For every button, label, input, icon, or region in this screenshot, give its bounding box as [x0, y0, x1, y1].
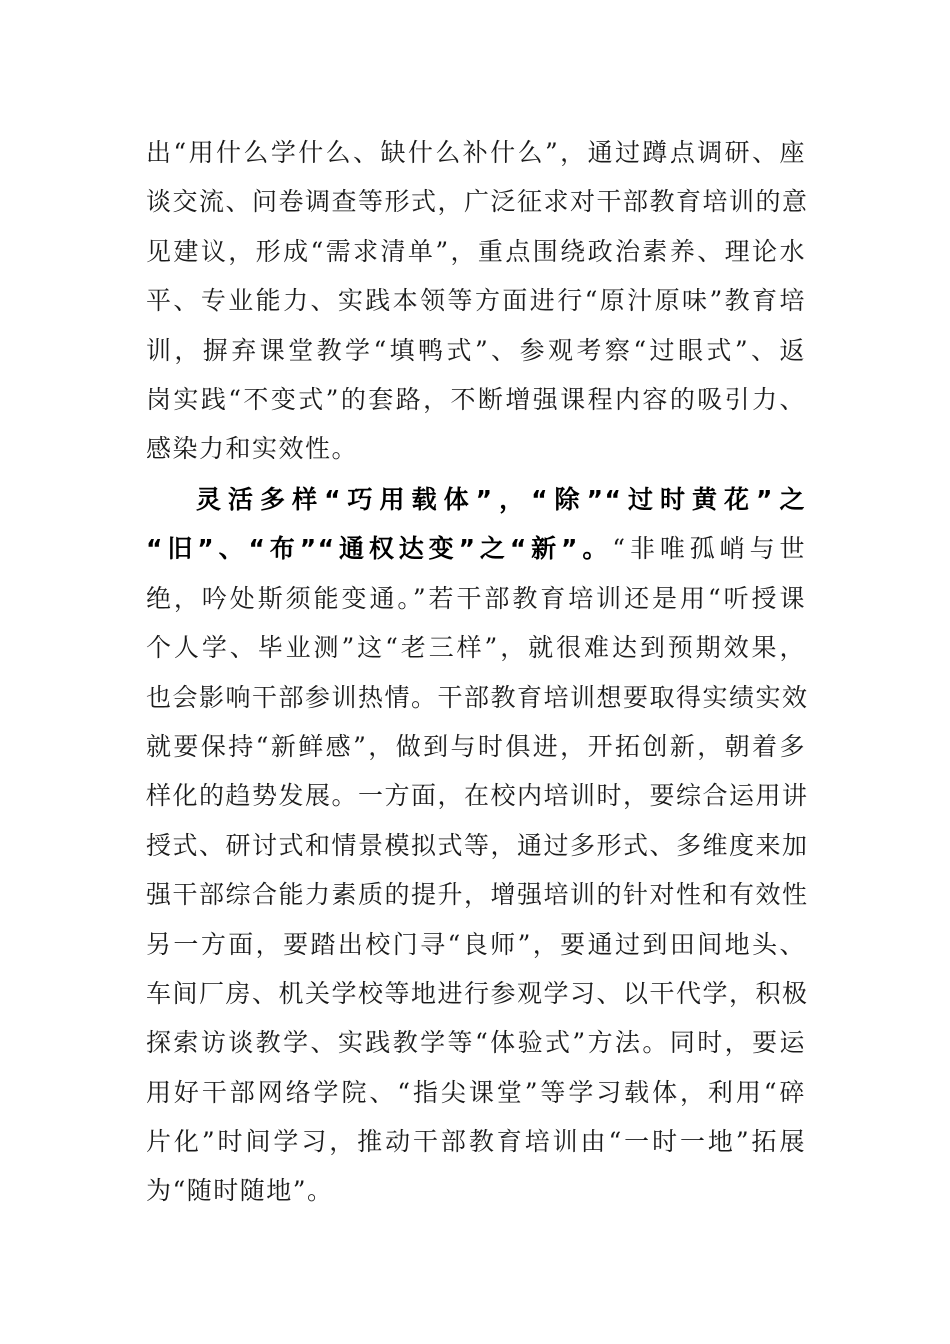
- paragraph-line: 谈交流、问卷调查等形式，广泛征求对干部教育培训的意: [146, 187, 809, 217]
- paragraph-line: 强干部综合能力素质的提升，增强培训的针对性和有效性: [146, 880, 809, 910]
- paragraph-line: 用好干部网络学院、“指尖课堂”等学习载体，利用“碎: [146, 1077, 806, 1107]
- paragraph-line-mixed: [146, 524, 806, 573]
- paragraph-line: 授式、研讨式和情景模拟式等，通过多形式、多维度来加: [146, 830, 809, 860]
- paragraph-line: 出“用什么学什么、缺什么补什么”，通过蹲点调研、座: [146, 138, 806, 167]
- paragraph-line: 探索访谈教学、实践教学等“体验式”方法。同时，要运: [146, 1028, 806, 1058]
- paragraph-line: 平、专业能力、实践本领等方面进行“原汁原味”教育培: [146, 286, 806, 316]
- paragraph-line: 也会影响干部参训热情。干部教育培训想要取得实绩实效: [146, 682, 809, 712]
- paragraph-line: 样化的趋势发展。一方面，在校内培训时，要综合运用讲: [146, 781, 809, 811]
- section-heading-continued: “旧”、“布”“通权达变”之“新”。: [146, 534, 613, 564]
- paragraph-line: 车间厂房、机关学校等地进行参观学习、以干代学，积极: [146, 978, 809, 1008]
- paragraph-line: 见建议，形成“需求清单”，重点围绕政治素养、理论水: [146, 236, 806, 266]
- paragraph-line: 感染力和实效性。: [146, 434, 359, 464]
- paragraph-line: 绝，吟处斯须能变通。”若干部教育培训还是用“听授课: [146, 583, 806, 613]
- quote-start: “非唯孤峭与世: [612, 534, 806, 564]
- section-heading: 灵活多样“巧用载体”，“除”“过时黄花”之: [196, 485, 806, 514]
- paragraph-line: 为“随时随地”。: [146, 1176, 334, 1206]
- paragraph-line: 训，摒弃课堂教学“填鸭式”、参观考察“过眼式”、返: [146, 335, 806, 365]
- paragraph-line: 就要保持“新鲜感”，做到与时俱进，开拓创新，朝着多: [146, 731, 806, 761]
- paragraph-line: 岗实践“不变式”的套路，不断增强课程内容的吸引力、: [146, 384, 806, 414]
- paragraph-line: 个人学、毕业测”这“老三样”，就很难达到预期效果，: [146, 633, 806, 663]
- paragraph-1: [146, 128, 809, 474]
- paragraph-line: 片化”时间学习，推动干部教育培训由“一时一地”拓展: [146, 1127, 806, 1157]
- paragraph-2: [146, 475, 809, 1216]
- paragraph-line: 另一方面，要踏出校门寻“良师”，要通过到田间地头、: [146, 929, 806, 959]
